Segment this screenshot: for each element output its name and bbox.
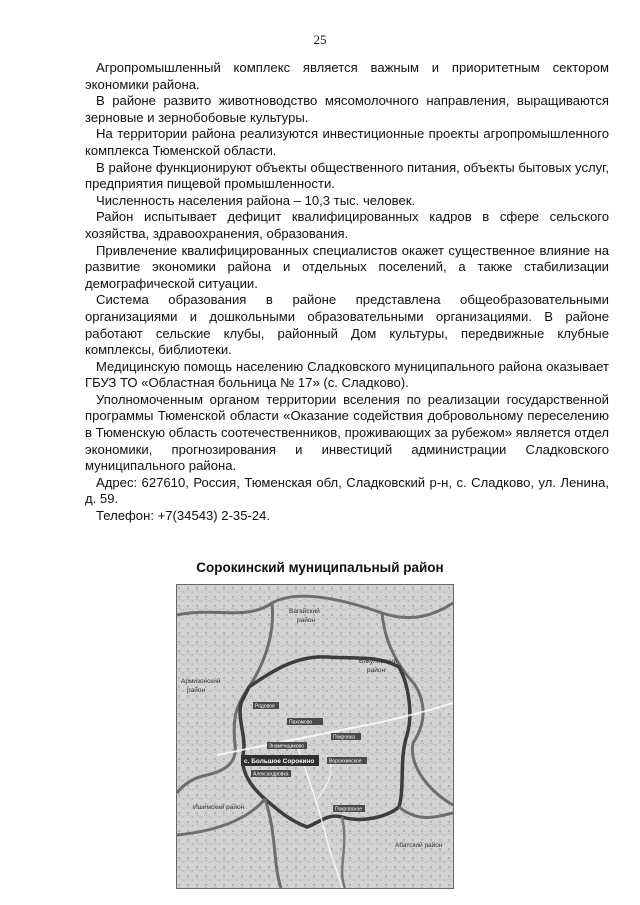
paragraph-livestock: В районе развито животноводство мясомолочного направления, выращиваются зерновые и зернобобовые культуры. [85,93,609,125]
settlement-label-1: Рядовое [255,703,275,710]
settlement-label-6: Ворсихинское [329,758,362,765]
paragraph-phone: Телефон: +7(34543) 2-35-24. [96,508,271,524]
paragraph-services: В районе функционируют объекты общественного питания, объекты бытовых услуг, предприятия пищевой промышленности. [85,159,609,192]
map-label-armizonsky-2: район [187,687,206,694]
paragraph-medical: Медицинскую помощь населению Сладковского муниципального района оказывает ГБУЗ ТО «Областная больница № 17» (с. Сладково). [85,358,609,391]
settlement-label-4: Знаменщиково [269,743,304,750]
center-settlement-label: с. Большое Сорокино [244,758,315,765]
settlement-label-5: Александровка [253,771,289,778]
paragraph-authorized-body: Уполномоченным органом территории вселения по реализации государственной программы Тюменской области «Оказание содействия добровольному переселению в Тюменскую область соотечественников, проживающих за рубежом» является отдел экономики, прогнозирования и инвестиций администрации Сладковского муниципального района. [85,391,609,474]
map-label-ishimsky: Ишимский район [193,804,245,811]
map-label-vikulovsky-2: район [367,667,386,674]
map-label-vikulovsky: Викуловский [359,658,398,665]
section-heading: Сорокинский муниципальный район [196,560,444,575]
district-map [176,584,454,889]
page-number: 25 [313,32,327,47]
district-map-graphic [177,585,453,888]
settlement-label-7: Покровское [335,806,363,813]
map-label-vagaysky-2: район [297,617,316,624]
paragraph-population: Численность населения района – 10,3 тыс. человек. [96,192,416,208]
paragraph-specialists: Привлечение квалифицированных специалистов окажет существенное влияние на развитие экономики района и отдельных поселений, а также стабилизации демографической ситуации. [85,242,609,291]
paragraph-education: Система образования в районе представлена общеобразовательными организациями и дошкольными образовательными организациями. В районе работают сельские клубы, районный Дом культуры, передвижные клубные комплексы, библиотеки. [85,292,609,358]
settlement-label-2: Пахомово [289,719,313,726]
settlement-label-3: Покровка [333,734,355,741]
paragraph-staff-deficit: Район испытывает дефицит квалифицированных кадров в сфере сельского хозяйства, здравоохранения, образования. [85,209,609,241]
paragraph-address: Адрес: 627610, Россия, Тюменская обл, Сладковский р-н, с. Сладково, ул. Ленина, д. 59. [85,474,609,507]
body-text [85,60,609,525]
paragraph-agro-complex: Агропромышленный комплекс является важным и приоритетным сектором экономики района. [85,60,609,92]
paragraph-investment-projects: На территории района реализуются инвестиционные проекты агропромышленного комплекса Тюменской области. [85,126,609,158]
map-label-vagaysky: Вагайский [289,608,320,615]
map-label-abatsky: Абатский район [395,842,443,849]
map-label-armizonsky: Армизонский [181,678,221,685]
